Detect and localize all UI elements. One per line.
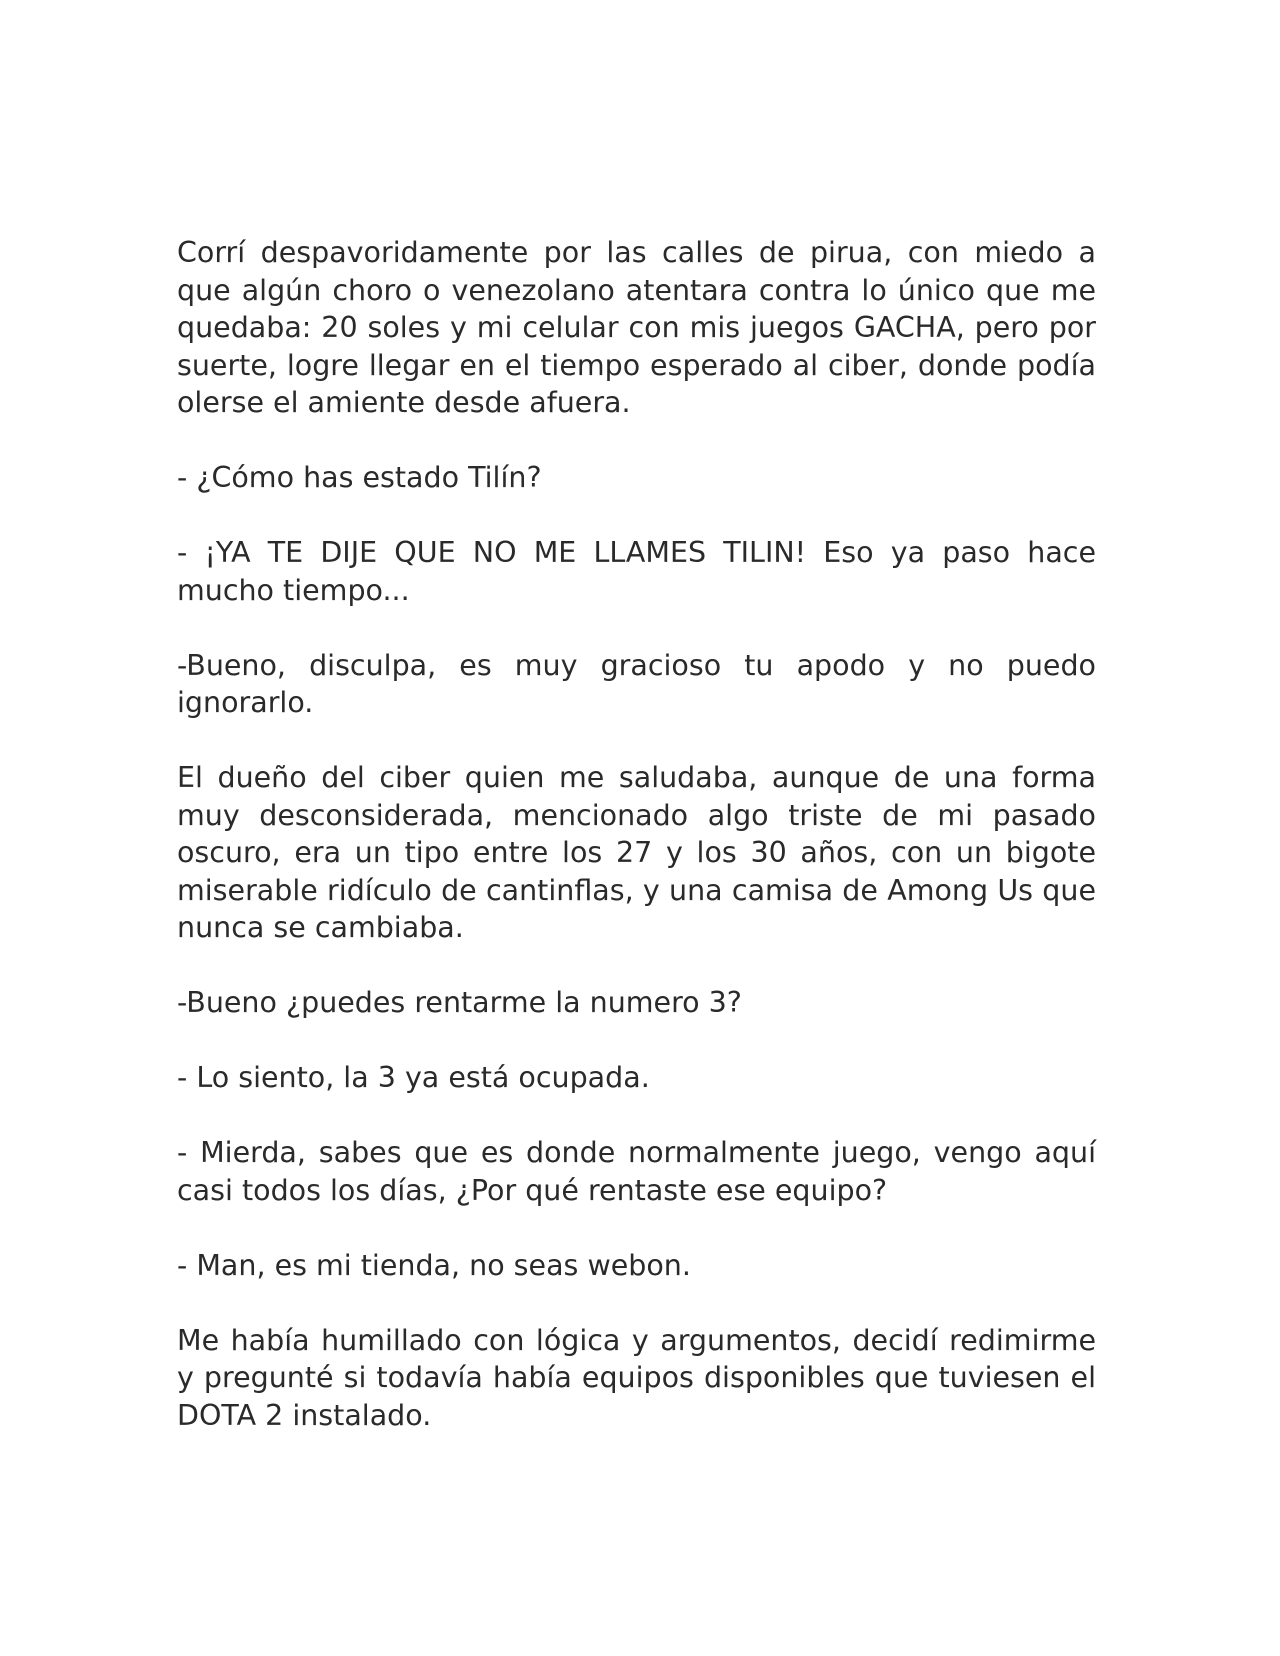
paragraph-dialogue-6: - Mierda, sabes que es donde normalmente juego, vengo aquí casi todos los días, ¿Por qué rentaste ese equipo?	[177, 1136, 1096, 1207]
paragraph-dialogue-7: - Man, es mi tienda, no seas webon.	[177, 1248, 691, 1282]
paragraph-dialogue-5: - Lo siento, la 3 ya está ocupada.	[177, 1061, 650, 1094]
paragraph-narration-2: El dueño del ciber quien me saludaba, aunque de una forma muy desconsiderada, mencionado algo triste de mi pasado oscuro, era un tipo entre los 27 y los 30 años, con un bigote miserable ridículo de cantinflas, y una camisa de Among Us que nunca se cambiaba.	[177, 761, 1096, 944]
paragraph-narration-3: Me había humillado con lógica y argumentos, decidí redimirme y pregunté si todavía había equipos disponibles que tuviesen el DOTA 2 instalado.	[177, 1323, 1096, 1432]
paragraph-dialogue-1: - ¿Cómo has estado Tilín?	[177, 461, 542, 494]
paragraph-dialogue-3: -Bueno, disculpa, es muy gracioso tu apodo y no puedo ignorarlo.	[177, 648, 1096, 719]
paragraph-dialogue-2: - ¡YA TE DIJE QUE NO ME LLAMES TILIN! Eso ya paso hace mucho tiempo...	[177, 536, 1096, 607]
paragraph-dialogue-4: -Bueno ¿puedes rentarme la numero 3?	[177, 986, 742, 1019]
paragraph-narration-1: Corrí despavoridamente por las calles de pirua, con miedo a que algún choro o venezolano atentara contra lo único que me quedaba: 20 soles y mi celular con mis juegos GACHA, pero por suerte, logre llegar en el tiempo esperado al ciber, donde podía olerse el amiente desde afuera.	[177, 236, 1096, 419]
document-body	[177, 234, 1096, 1434]
